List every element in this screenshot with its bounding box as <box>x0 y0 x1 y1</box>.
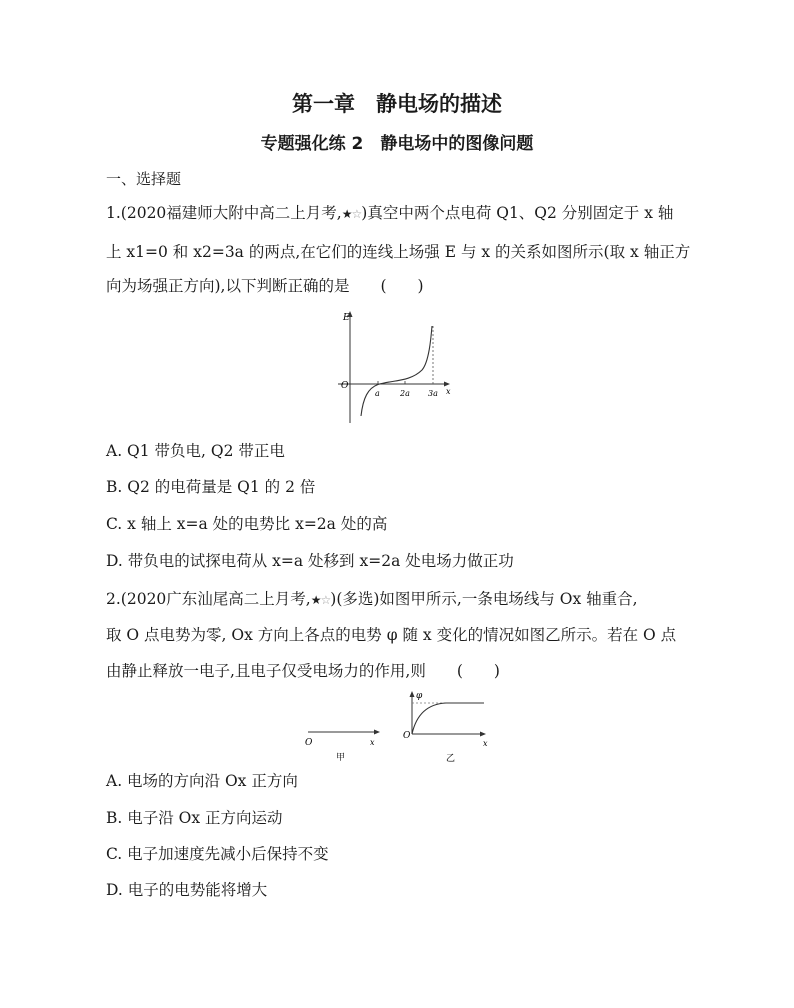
q1-x-arrow-icon <box>444 382 450 387</box>
q1-y-label: E <box>343 313 350 323</box>
q2-number: 2. <box>106 590 121 608</box>
q2-option-a[interactable]: A. 电场的方向沿 Ox 正方向 <box>106 772 298 790</box>
q2-close-paren: ) <box>330 590 337 608</box>
q2b-y-label: φ <box>416 691 423 701</box>
q2a-origin-label: O <box>305 738 313 748</box>
q2-figure-a <box>298 715 388 765</box>
q1-figure-e-x-graph <box>330 308 460 428</box>
q2a-caption: 甲 <box>336 753 346 763</box>
star-filled-icon: ★ <box>341 207 352 221</box>
q2b-curve <box>412 703 484 734</box>
q2b-x-arrow-icon <box>480 732 486 737</box>
q2b-x-label: x <box>483 739 488 748</box>
q1-tick-label-a: a <box>375 389 380 398</box>
q1-number: 1. <box>106 204 121 222</box>
q2-option-d[interactable]: D. 电子的电势能将增大 <box>106 881 268 899</box>
q2-option-b[interactable]: B. 电子沿 Ox 正方向运动 <box>106 809 283 827</box>
q2-source: (2020广东汕尾高二上月考, <box>120 590 311 608</box>
q1-stem-line1: 真空中两个点电荷 Q1、Q2 分别固定于 x 轴 <box>367 204 674 222</box>
q1-option-c[interactable]: C. x 轴上 x=a 处的电势比 x=2a 处的高 <box>106 515 388 533</box>
q1-x-label: x <box>446 387 451 396</box>
q1-close-paren: ) <box>361 204 368 222</box>
q1-option-a[interactable]: A. Q1 带负电, Q2 带正电 <box>106 442 285 460</box>
q2a-x-label: x <box>370 738 375 747</box>
q1-stem-line3: 向为场强正方向),以下判断正确的是 ( ) <box>106 277 424 295</box>
q1-tick-label-2a: 2a <box>400 389 410 398</box>
q1-line1 <box>106 202 673 225</box>
q2a-arrow-icon <box>374 730 380 735</box>
q2b-origin-label: O <box>403 731 411 741</box>
star-filled-icon: ★ <box>310 593 321 607</box>
q2-figure-b <box>398 688 493 768</box>
q2-stem-line2: 取 O 点电势为零, Ox 方向上各点的电势 φ 随 x 变化的情况如图乙所示。若在 O 点 <box>106 626 677 644</box>
section-heading: 一、选择题 <box>106 170 182 188</box>
chapter-title: 第一章 静电场的描述 <box>292 92 502 116</box>
q2b-y-arrow-icon <box>410 691 415 697</box>
q1-option-b[interactable]: B. Q2 的电荷量是 Q1 的 2 倍 <box>106 478 316 496</box>
q2-option-c[interactable]: C. 电子加速度先减小后保持不变 <box>106 845 329 863</box>
q1-source: (2020福建师大附中高二上月考, <box>120 204 342 222</box>
q1-origin-label: O <box>341 381 349 391</box>
star-empty-icon: ☆ <box>351 207 362 221</box>
q1-stem-line2: 上 x1=0 和 x2=3a 的两点,在它们的连线上场强 E 与 x 的关系如图所示(取 x 轴正方 <box>106 243 691 261</box>
q2-line1 <box>106 588 638 611</box>
q2-stem-line3: 由静止释放一电子,且电子仅受电场力的作用,则 ( ) <box>106 662 500 680</box>
q1-tick-label-3a: 3a <box>428 389 438 398</box>
q2-stem-line1: (多选)如图甲所示,一条电场线与 Ox 轴重合, <box>336 590 638 608</box>
star-empty-icon: ☆ <box>320 593 331 607</box>
page-subtitle: 专题强化练 2 静电场中的图像问题 <box>260 134 534 154</box>
q1-option-d[interactable]: D. 带负电的试探电荷从 x=a 处移到 x=2a 处电场力做正功 <box>106 552 514 570</box>
q1-curve <box>361 326 432 416</box>
q2b-caption: 乙 <box>446 754 456 764</box>
